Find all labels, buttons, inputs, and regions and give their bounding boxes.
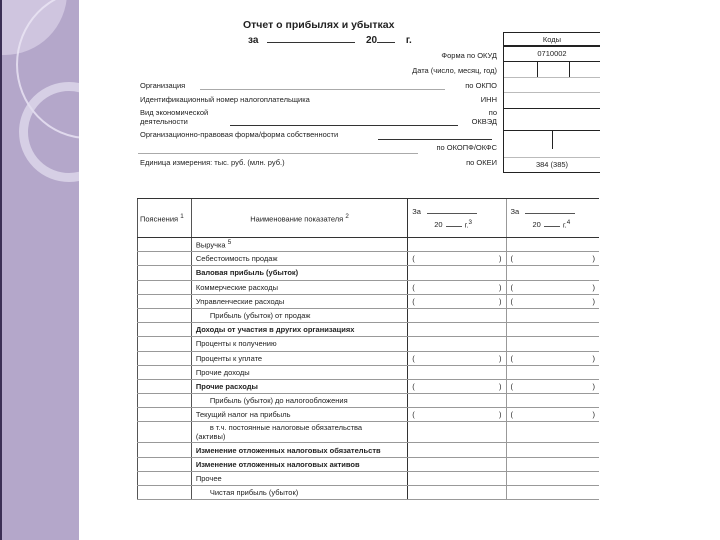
row-label: Управленческие расходы: [195, 296, 285, 306]
period-2-value[interactable]: [506, 471, 599, 485]
notes-cell[interactable]: [138, 471, 192, 485]
okei-value: 384 (385): [504, 158, 600, 173]
period-prefix: за: [248, 35, 259, 46]
inn-text: Идентификационный номер налогоплательщика: [140, 95, 310, 104]
name-cell: [191, 422, 407, 443]
okpo-field[interactable]: [504, 78, 600, 93]
codes-header: Коды: [504, 33, 600, 47]
unit-text: Единица измерения: тыс. руб. (млн. руб.): [140, 158, 285, 167]
notes-cell[interactable]: [138, 486, 192, 500]
period-1-value[interactable]: [408, 365, 506, 379]
table-row: [138, 457, 600, 471]
okud-label: Форма по ОКУД: [441, 51, 497, 60]
name-cell: [191, 443, 407, 457]
period-2-value[interactable]: [506, 457, 599, 471]
date-field[interactable]: [504, 62, 600, 78]
table-row: [138, 294, 600, 308]
notes-cell[interactable]: [138, 394, 192, 408]
period-1-value[interactable]: ( ): [408, 379, 506, 393]
row-label: Текущий налог на прибыль: [195, 410, 291, 420]
table-row: [138, 337, 600, 351]
row-label: Проценты к уплате: [195, 353, 263, 363]
row-footnote: 5: [227, 239, 232, 247]
name-cell: [191, 308, 407, 322]
period-2-value[interactable]: [506, 365, 599, 379]
row-label: Выручка: [195, 240, 226, 250]
name-cell: [191, 379, 407, 393]
table-row: [138, 394, 600, 408]
notes-cell[interactable]: [138, 266, 192, 280]
okved-field[interactable]: [504, 109, 600, 131]
notes-cell[interactable]: [138, 323, 192, 337]
period-suffix: г.: [405, 35, 412, 46]
period-2-value[interactable]: ( ): [506, 280, 599, 294]
name-cell: [191, 351, 407, 365]
row-label: Изменение отложенных налоговых активов: [195, 459, 360, 469]
inn-label: ИНН: [480, 95, 497, 104]
name-cell: [191, 365, 407, 379]
period-1-value[interactable]: [408, 337, 506, 351]
period-2-value[interactable]: [506, 443, 599, 457]
table-row: [138, 408, 600, 422]
okud-value: 0710002: [504, 47, 600, 62]
period-2-value[interactable]: [506, 337, 599, 351]
header-period-1: За 20 г.$^3$: [408, 199, 506, 238]
notes-cell[interactable]: [138, 365, 192, 379]
name-cell: [191, 337, 407, 351]
notes-cell[interactable]: [138, 238, 192, 252]
notes-cell[interactable]: [138, 308, 192, 322]
name-cell: [191, 266, 407, 280]
name-cell: [191, 486, 407, 500]
row-label: Прочие доходы: [195, 367, 250, 377]
decorative-sidebar: [0, 0, 79, 540]
notes-cell[interactable]: [138, 443, 192, 457]
notes-cell[interactable]: [138, 280, 192, 294]
period-1-value[interactable]: [408, 422, 506, 443]
name-cell: [191, 238, 407, 252]
name-cell: [191, 280, 407, 294]
okopf-label: по ОКОПФ/ОКФС: [436, 143, 497, 152]
table-row: [138, 486, 600, 500]
name-cell: [191, 294, 407, 308]
table-row: [138, 365, 600, 379]
header-period-2: За 20 г.$^4$: [506, 199, 599, 238]
table-row: [138, 266, 600, 280]
period-2-value[interactable]: [506, 323, 599, 337]
report-period: [248, 35, 412, 46]
period-2-value[interactable]: [506, 394, 599, 408]
row-label: Коммерческие расходы: [195, 282, 278, 292]
okved-label-2: ОКВЭД: [471, 117, 497, 126]
report-title: Отчет о прибылях и убытках: [243, 19, 395, 31]
table-row: [138, 238, 600, 252]
opf-text: Организационно-правовая форма/форма собственности: [140, 130, 339, 139]
notes-cell[interactable]: [138, 457, 192, 471]
date-label: Дата (число, месяц, год): [412, 66, 497, 75]
period-1-value[interactable]: [408, 457, 506, 471]
table-row: [138, 323, 600, 337]
period-2-value[interactable]: [506, 422, 599, 443]
notes-cell[interactable]: [138, 379, 192, 393]
name-cell: [191, 252, 407, 266]
period-2-value[interactable]: ( ): [506, 294, 599, 308]
table-row: [138, 308, 600, 322]
opf-field-2[interactable]: [138, 153, 418, 154]
notes-cell[interactable]: [138, 351, 192, 365]
period-2-value[interactable]: [506, 308, 599, 322]
inn-field[interactable]: [504, 93, 600, 109]
okei-label: по ОКЕИ: [466, 158, 497, 167]
row-label: Доходы от участия в других организациях: [195, 325, 355, 335]
activity-label: Вид экономической: [140, 108, 209, 117]
period-2-value[interactable]: ( ): [506, 408, 599, 422]
period-1-value[interactable]: [408, 323, 506, 337]
activity-label-2: деятельности: [140, 117, 188, 126]
year-blank[interactable]: [377, 42, 395, 43]
period-year: 20: [365, 35, 378, 46]
table-row: [138, 379, 600, 393]
row-label: Прибыль (убыток) до налогообложения: [209, 396, 348, 406]
row-label: в т.ч. постоянные налоговые обязательства: [209, 423, 363, 433]
table-row: [138, 252, 600, 266]
period-2-value[interactable]: ( ): [506, 252, 599, 266]
period-1-value[interactable]: [408, 471, 506, 485]
period-1-value[interactable]: [408, 486, 506, 500]
okopf-field[interactable]: [504, 131, 600, 158]
header-name: Наименование показателя $^2$: [191, 199, 407, 238]
okpo-label: по ОКПО: [465, 81, 497, 90]
codes-box: [503, 32, 600, 173]
period-1-value[interactable]: [408, 394, 506, 408]
row-label: Прочие расходы: [195, 381, 258, 391]
period-2-value[interactable]: [506, 486, 599, 500]
okved-label: по: [488, 108, 497, 117]
name-cell: [191, 394, 407, 408]
row-label: Чистая прибыль (убыток): [209, 488, 299, 498]
period-1-value[interactable]: [408, 308, 506, 322]
row-label: Изменение отложенных налоговых обязательств: [195, 445, 381, 455]
period-2-value[interactable]: [506, 266, 599, 280]
table-row: [138, 422, 600, 443]
table-row: [138, 443, 600, 457]
period-1-value[interactable]: [408, 443, 506, 457]
table-row: [138, 471, 600, 485]
period-2-value[interactable]: ( ): [506, 379, 599, 393]
period-1-value[interactable]: ( ): [408, 252, 506, 266]
row-label-continued: (активы): [195, 432, 226, 442]
name-cell: [191, 471, 407, 485]
table-row: [138, 280, 600, 294]
period-1-value[interactable]: [408, 238, 506, 252]
org-label: Организация: [140, 81, 186, 90]
notes-cell[interactable]: [138, 337, 192, 351]
income-statement-table: [137, 198, 599, 500]
notes-cell[interactable]: [138, 408, 192, 422]
table-header: [138, 199, 600, 238]
period-1-value[interactable]: ( ): [408, 294, 506, 308]
notes-cell[interactable]: [138, 294, 192, 308]
period-2-value[interactable]: ( ): [506, 351, 599, 365]
period-1-value[interactable]: ( ): [408, 408, 506, 422]
period-1-value[interactable]: ( ): [408, 351, 506, 365]
name-cell: [191, 323, 407, 337]
name-cell: [191, 457, 407, 471]
row-label: Прибыль (убыток) от продаж: [209, 311, 311, 321]
notes-cell[interactable]: [138, 252, 192, 266]
table-row: [138, 351, 600, 365]
period-2-value[interactable]: [506, 238, 599, 252]
opf-field[interactable]: [378, 139, 492, 140]
period-1-value[interactable]: [408, 266, 506, 280]
period-blank[interactable]: [267, 42, 355, 43]
notes-cell[interactable]: [138, 422, 192, 443]
name-cell: [191, 408, 407, 422]
row-label: Себестоимость продаж: [195, 254, 278, 264]
period-1-value[interactable]: ( ): [408, 280, 506, 294]
org-field[interactable]: [200, 89, 445, 90]
row-label: Валовая прибыль (убыток): [195, 268, 299, 278]
row-label: Прочее: [195, 473, 222, 483]
header-notes: Пояснения $^1$: [138, 199, 192, 238]
activity-field[interactable]: [230, 125, 458, 126]
row-label: Проценты к получению: [195, 339, 277, 349]
